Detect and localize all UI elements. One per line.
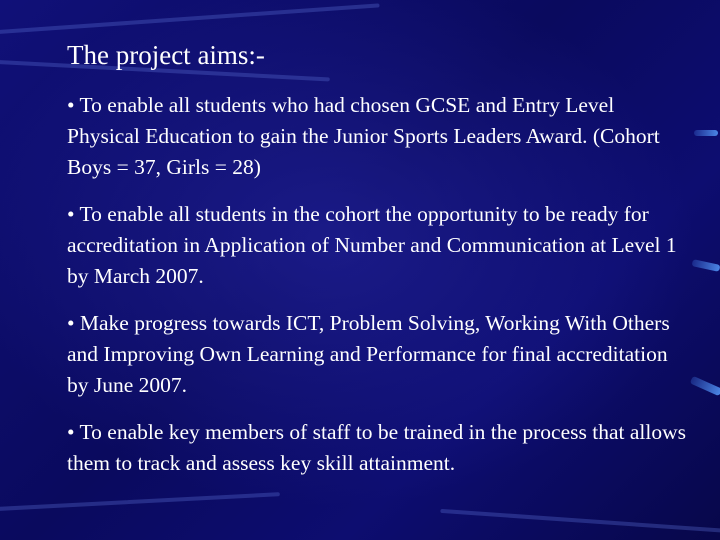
background-streak (440, 509, 720, 535)
decorative-bar (692, 259, 720, 272)
bullet-item: • To enable all students in the cohort the opportunity to be ready for accreditation in Application of Number and Communication at Level 1 by March 2007. (67, 202, 677, 288)
bullet-item: • Make progress towards ICT, Problem Solving, Working With Others and Improving Own Learning and Performance for final accreditation by June 2007. (67, 311, 670, 397)
background-streak (0, 3, 380, 36)
background-streak (0, 492, 280, 512)
decorative-bar (690, 376, 720, 396)
decorative-bar (694, 130, 718, 136)
bullet-list (67, 90, 687, 479)
bullet-item: • To enable key members of staff to be trained in the process that allows them to track and assess key skill attainment. (67, 420, 686, 475)
slide-content (67, 34, 687, 495)
slide-title: The project aims:- (67, 40, 265, 70)
bullet-item: • To enable all students who had chosen GCSE and Entry Level Physical Education to gain the Junior Sports Leaders Award. (Cohort Boys = 37, Girls = 28) (67, 93, 660, 179)
